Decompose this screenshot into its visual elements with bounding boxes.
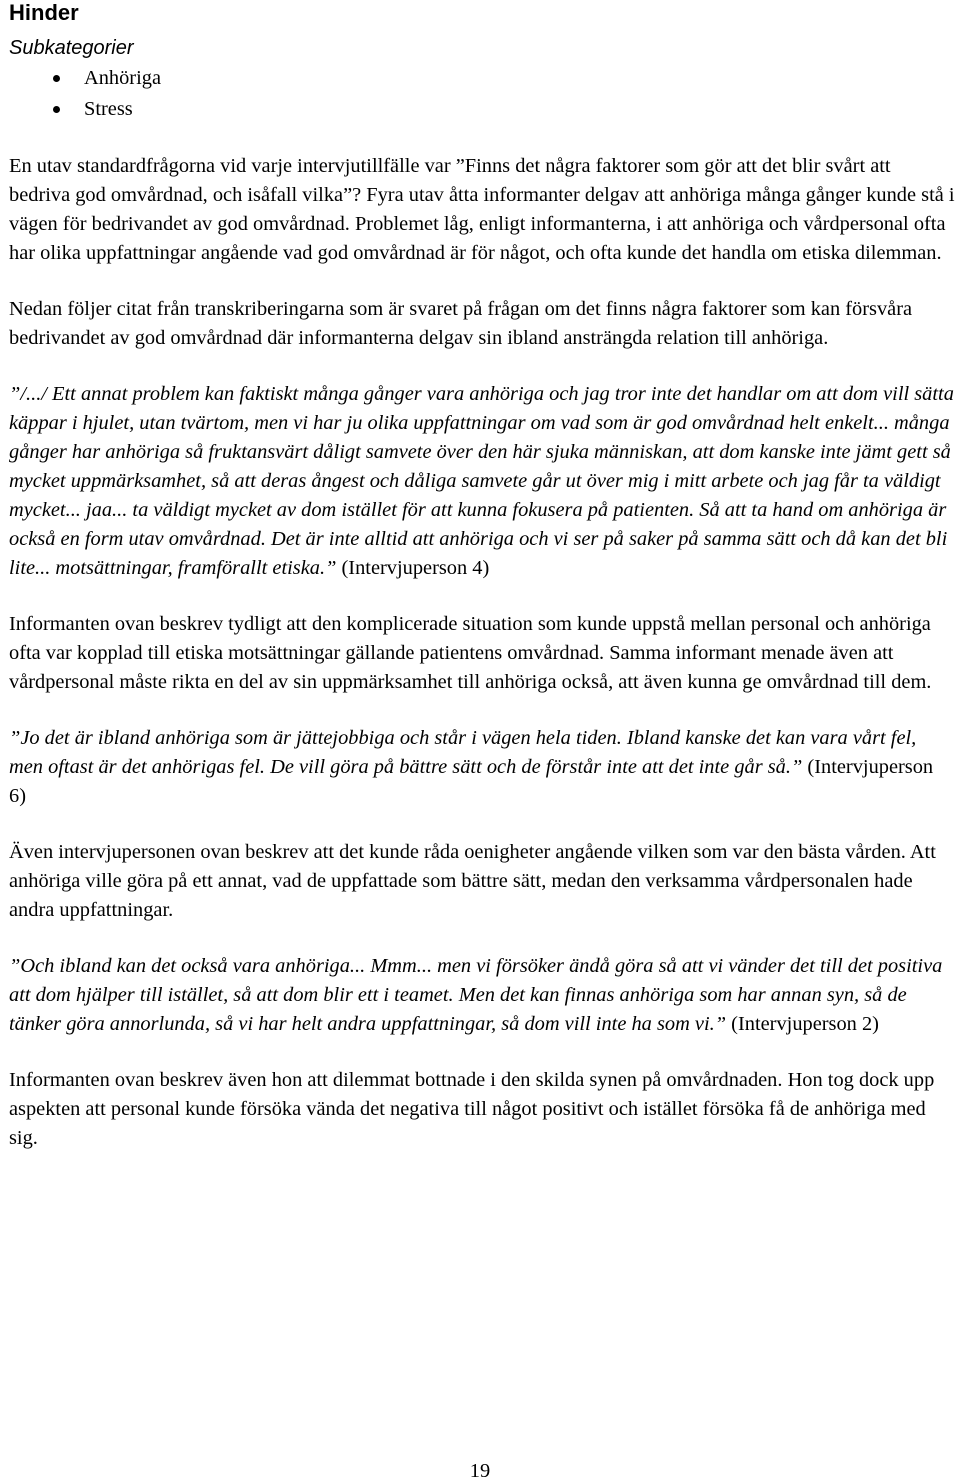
subcategory-heading: Subkategorier: [9, 37, 134, 59]
interview-quote: [9, 380, 955, 583]
body-paragraph: Nedan följer citat från transkriberingarna som är svaret på frågan om det finns några faktorer som kan försvåra bedrivandet av god omvårdnad där informanterna delgav sin ibland ansträngda relation till anhöriga.: [9, 298, 913, 349]
quote-text: ”Och ibland kan det också vara anhöriga... Mmm... men vi försöker ändå göra så att vi vänder det till det positiva att dom hjälper till istället, så att dom blir ett i teamet. Men det kan finnas anhöriga som har annan syn, så de tänker göra annorlunda, så vi har helt andra uppfattningar, så dom vill inte ha som vi.”: [9, 955, 943, 1035]
quote-source: (Intervjuperson 2): [726, 1013, 879, 1035]
body-paragraph: Informanten ovan beskrev även hon att dilemmat bottnade i den skilda synen på omvårdnaden. Hon tog dock upp aspekten att personal kunde försöka vända det negativa till något positivt och istället försöka få de anhöriga med sig.: [9, 1069, 935, 1149]
list-item: [9, 63, 955, 94]
list-item: [9, 94, 955, 125]
bullet-icon: [53, 106, 60, 113]
quote-source: (Intervjuperson 4): [336, 557, 490, 579]
quote-text: ”/.../ Ett annat problem kan faktiskt många gånger vara anhöriga och jag tror inte det handlar om att dom vill sätta käppar i hjulet, utan tvärtom, men vi har ju olika uppfattningar om vad som är god omvårdnad helt enkelt... många gånger har anhöriga så fruktansvärt dåligt samvete över den här sjuka människan, att dom kanske inte jämt gett så mycket uppmärksamhet, så att deras ångest och dåliga samvete går ut över mig i mitt arbete och jag får ta väldigt mycket... jaa... ta väldigt mycket av dom istället för att kunna fokusera på patienten. Så att ta hand om anhöriga är också en form utav omvårdnad. Det är inte alltid att anhöriga och vi ser på saker på samma sätt och då kan det bli lite... motsättningar, framförallt etiska.”: [9, 383, 954, 579]
quote-source: (Intervjuperson 6): [9, 756, 934, 807]
quote-text: ”Jo det är ibland anhöriga som är jättejobbiga och står i vägen hela tiden. Ibland kanske det kan vara vårt fel, men oftast är det anhörigas fel. De vill göra på bättre sätt och de förstår inte att det inte går så.”: [9, 727, 917, 778]
subcategory-list: [9, 63, 955, 125]
body-paragraph: Informanten ovan beskrev tydligt att den komplicerade situation som kunde uppstå mellan personal och anhöriga ofta var kopplad till etiska motsättningar gällande patientens omvårdnad. Samma informant menade även att vårdpersonal måste rikta en del av sin uppmärksamhet till anhöriga också, att även kunna ge omvårdnad till dem.: [9, 613, 932, 693]
body-paragraph: En utav standardfrågorna vid varje intervjutillfälle var ”Finns det några faktorer som gör att det blir svårt att bedriva god omvårdnad, och isåfall vilka”? Fyra utav åtta informanter delgav att anhöriga många gånger kunde stå i vägen för bedrivandet av god omvårdnad. Problemet låg, enligt informanterna, i att anhöriga och vårdpersonal ofta har olika uppfattningar angående vad god omvårdnad är för något, och ofta kunde det handla om etiska dilemman.: [9, 155, 955, 264]
page-number: 19: [469, 1460, 491, 1482]
body-paragraph: Även intervjupersonen ovan beskrev att det kunde råda oenigheter angående vilken som var den bästa vården. Att anhöriga ville göra på ett annat, vad de uppfattade som bättre sätt, medan den verksamma vårdpersonalen hade andra uppfattningar.: [9, 841, 936, 921]
bullet-icon: [53, 75, 60, 82]
interview-quote: [9, 952, 955, 1039]
document-page: [9, 0, 955, 1153]
interview-quote: [9, 724, 955, 811]
list-item-label: Anhöriga: [84, 67, 162, 89]
list-item-label: Stress: [84, 98, 133, 120]
section-heading: Hinder: [9, 0, 79, 25]
